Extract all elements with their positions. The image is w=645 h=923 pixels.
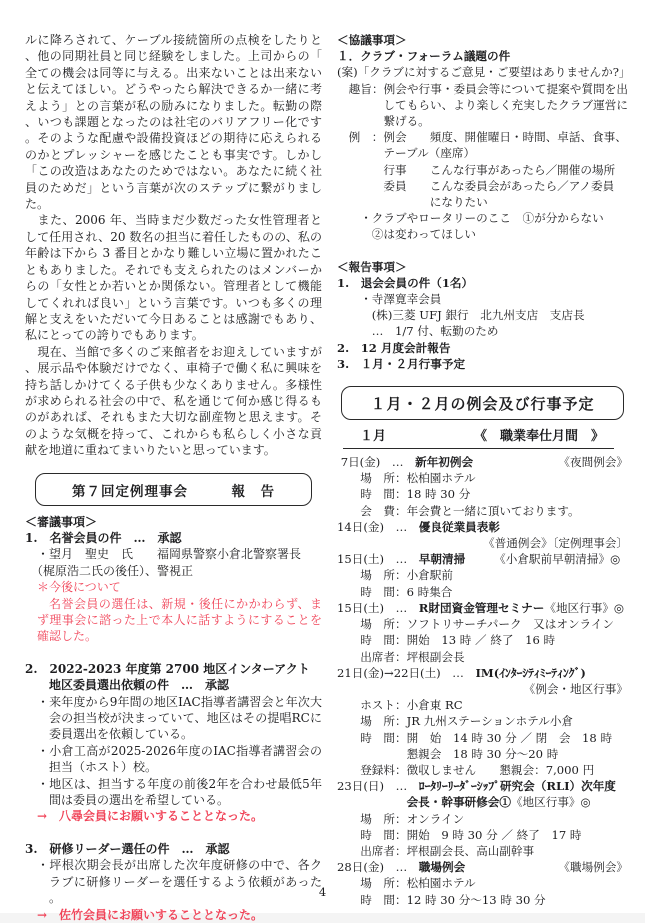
right-column xyxy=(337,32,631,908)
spacer xyxy=(25,825,322,841)
event-name: IM(ｲﾝﾀｰｼﾃｨﾐｰﾃｨﾝｸﾞ) xyxy=(475,665,586,680)
text-line: → 八尋会員にお願いすることとなった。 xyxy=(25,809,264,824)
text-line: 場 所：小倉駅前 xyxy=(337,568,453,583)
board-report-box-title: 第７回定例理事会 報 告 xyxy=(35,473,312,506)
paragraph: 趣旨：例会や行事・委員会等について提案や質問を出してもらい、より楽しく充実したクラブ運営に繋げる。 xyxy=(337,81,628,129)
text-line xyxy=(337,665,628,681)
paragraph: ルに降ろされて、ケーブル接続箇所の点検をしたりと、他の同期社員と同じ経験をしました。上司からの「全ての機会は同等に与える。出来ないことは出来ないと伝えてほしい。どうやったら解決できるか一緒に考えよう」との言葉が私の励みになりました。転勤の際、いつも課題となったのは社宅のバリアフリー化です。そのような配慮や設備投資ほどの期待に応えられるのかとプレッシャーを感じたことも事実です。しかし「この改造はあなたのためではない。あなたに続く社員のためだ」という言葉が次のステップに繋がりました。 xyxy=(25,33,322,212)
text-line: 1. 退会会員の件（1名） xyxy=(337,275,474,290)
text-line: 会 費：年会費と一緒に頂いております。 xyxy=(337,503,580,518)
text-line: （梶原浩二氏の後任）、警視正 xyxy=(25,563,194,578)
month-label: １月 xyxy=(347,429,387,445)
spacer xyxy=(25,459,322,471)
text-span xyxy=(337,795,407,809)
text-line: になりたい xyxy=(337,195,488,210)
text-line: ＜協議事項＞ xyxy=(337,33,407,47)
text-line: 懇親会 18 時 30 分～20 時 xyxy=(337,746,559,761)
text-line: 出席者：坪根副会長 xyxy=(337,649,465,664)
text-span: 14日(金) … xyxy=(337,519,419,534)
text-line: テーブル（座席） xyxy=(337,146,476,161)
text-line: ②は変わってほしい xyxy=(337,227,477,242)
text-line xyxy=(337,859,628,875)
text-line: → 佐竹会員にお願いすることとなった。 xyxy=(25,907,264,922)
left-column xyxy=(25,32,322,923)
text-span: 《小倉駅前早朝清掃》◎ xyxy=(465,552,621,567)
text-line: 場 所：JR 九州ステーションホテル小倉 xyxy=(337,714,574,729)
event-name: 優良従業員表彰 xyxy=(418,519,500,534)
event-name: ﾛｰﾀﾘｰﾘｰﾀﾞｰｼｯﾌﾟ研究会（RLI）次年度 xyxy=(418,779,616,794)
text-line: 2. 12 月度会計報告 xyxy=(337,340,451,355)
text-span: 《地区行事》◎ xyxy=(544,600,625,615)
text-line: 時 間：開始 9 時 30 分 ／ 終了 17 時 xyxy=(337,827,582,842)
paragraph: ・来年度から9年間の地区IAC指導者講習会と年次大会の担当校が決まっていて、地区はその提唱RCに委員選出を依頼している。 xyxy=(37,694,322,742)
spacer xyxy=(337,372,628,384)
text-line: 場 所：松柏園ホテル xyxy=(337,471,476,486)
text-line: ＊今後について xyxy=(25,580,121,595)
text-span: 15日(土) … xyxy=(337,600,419,615)
paragraph: 現在、当館で多くのご来館者をお迎えしていますが、展示品や体験だけでなく、車椅子で働く私に興味を持ち話しかけてくる子供も少なくありません。多様性が求められる社会の中で、私を通じて何か感じ得るものがあれば、それもまた大切な副産物と思えます。そのような気概を持って、これからも私らしく小さな貢献を地道に重ねてまいりたいと思っています。 xyxy=(25,344,322,458)
paragraph: 名誉会員の選任は、新規・後任にかかわらず、まず理事会に諮った上で本人に話すようにすることを確認した。 xyxy=(37,596,322,644)
event-name: 職場例会 xyxy=(418,860,466,875)
month-header xyxy=(343,428,614,449)
text-line: 登録料：徴収しません 懇親会：7,000 円 xyxy=(337,762,595,777)
text-line: ＜審議事項＞ xyxy=(25,514,98,529)
event-name: 早朝清掃 xyxy=(418,552,466,567)
text-line: 場 所：ソフトリサーチパーク 又はオンライン xyxy=(337,617,614,632)
text-line: 委員 こんな委員会があったら／アノ委員 xyxy=(337,178,615,193)
text-line xyxy=(337,794,628,810)
schedule-box-title: １月・２月の例会及び行事予定 xyxy=(341,386,624,420)
month-theme: 《 職業奉仕月間 》 xyxy=(473,429,604,445)
text-line xyxy=(337,454,628,470)
text-line: 時 間：開始 13 時 ／ 終了 16 時 xyxy=(337,633,556,648)
text-span: 15日(土) … xyxy=(337,552,419,567)
text-line: … 1/7 付、転勤のため xyxy=(337,324,499,339)
meeting-type-label: 《職場例会》 xyxy=(558,860,628,875)
event-name: 新年初例会 xyxy=(415,455,474,470)
text-span xyxy=(337,454,473,470)
text-line xyxy=(337,600,628,616)
text-line: ・クラブやロータリーのここ ①が分からない xyxy=(337,211,604,226)
spacer xyxy=(25,645,322,661)
spacer xyxy=(337,243,628,259)
event-name: R財団資金管理セミナー xyxy=(418,600,545,615)
text-span: 23日(日) … xyxy=(337,779,419,794)
text-line: 時 間：6 時集合 xyxy=(337,584,453,599)
text-line: 行事 こんな行事があったら／開催の場所 xyxy=(337,162,616,177)
text-line: ＜報告事項＞ xyxy=(337,259,407,274)
paragraph: また、2006 年、当時まだ少数だった女性管理者として任用され、20 数名の担当に着任したものの、私の年齢は下から 3 番目とかなり難しい立場に置かれたこともありました。それでも支えられたのはメンバーからの「女性とか若いとか関係ない。管理者として機能してくれれば良い」という言葉です。いつも多くの理解と支えをいただいて今日あることは感謝でもあり、私にとっての誇りでもあります。 xyxy=(25,213,322,343)
text-line: 地区委員選出依頼の件 … 承認 xyxy=(25,678,230,693)
text-line: (案)「クラブに対するご意見・ご要望はありませんか?」 xyxy=(337,65,631,80)
page-number: 4 xyxy=(318,885,327,899)
text-line: 場 所：松柏園ホテル xyxy=(337,876,476,891)
text-line: 時 間：12 時 30 分～13 時 30 分 xyxy=(337,892,546,907)
text-line xyxy=(337,519,628,535)
text-span: 《地区行事》◎ xyxy=(510,795,591,810)
paragraph: ・地区は、担当する年度の前後2年を合わせ最低5年間は委員の選出を希望している。 xyxy=(37,776,322,808)
text-line: 3. 研修リーダー選任の件 … 承認 xyxy=(25,841,230,856)
text-line: 出席者：坪根副会長、高山副幹事 xyxy=(337,843,535,858)
text-line: １．クラブ・フォーラム議題の件 xyxy=(337,49,511,64)
text-span: 7日(金) … xyxy=(337,455,416,470)
text-line: ・寺澤寛幸会員 xyxy=(337,292,442,307)
text-line: 時 間：18 時 30 分 xyxy=(337,487,471,502)
text-span xyxy=(337,859,465,875)
text-line xyxy=(337,551,628,567)
text-line: 例 ：例会 頻度、開催曜日・時間、卓話、食事、 xyxy=(337,130,627,145)
text-line: (株)三菱 UFJ 銀行 北九州支店 支店長 xyxy=(337,308,585,323)
text-line xyxy=(337,778,628,794)
text-line: ・望月 聖史 氏 福岡県警察小倉北警察署長 xyxy=(25,547,302,562)
paragraph: ・坪根次期会長が出席した次年度研修の中で、各クラブに研修リーダーを選任するよう依頼があった。 xyxy=(37,858,322,906)
text-span: 21日(金)→22日(土) … xyxy=(337,665,476,680)
paragraph: ・小倉工高が2025-2026年度のIAC指導者講習会の担当（ホスト）校。 xyxy=(37,743,322,775)
meeting-type-label: 《夜間例会》 xyxy=(558,455,628,470)
text-line: ホスト：小倉東 RC xyxy=(337,698,463,713)
text-line: 《例会・地区行事》 xyxy=(523,681,628,696)
text-line: 1. 名誉会員の件 … 承認 xyxy=(25,530,182,545)
text-span: 28日(金) … xyxy=(337,860,419,875)
text-line: 時 間：開 始 14 時 30 分 ／ 閉 会 18 時 xyxy=(337,730,613,745)
text-line: 場 所：オンライン xyxy=(337,811,465,826)
text-line: 《普通例会》〔定例理事会〕 xyxy=(483,536,628,551)
event-name: 会長・幹事研修会① xyxy=(406,795,511,810)
text-line: 2. 2022-2023 年度第 2700 地区インターアクト xyxy=(25,661,310,676)
text-line: 3. １月・２月行事予定 xyxy=(337,356,466,371)
